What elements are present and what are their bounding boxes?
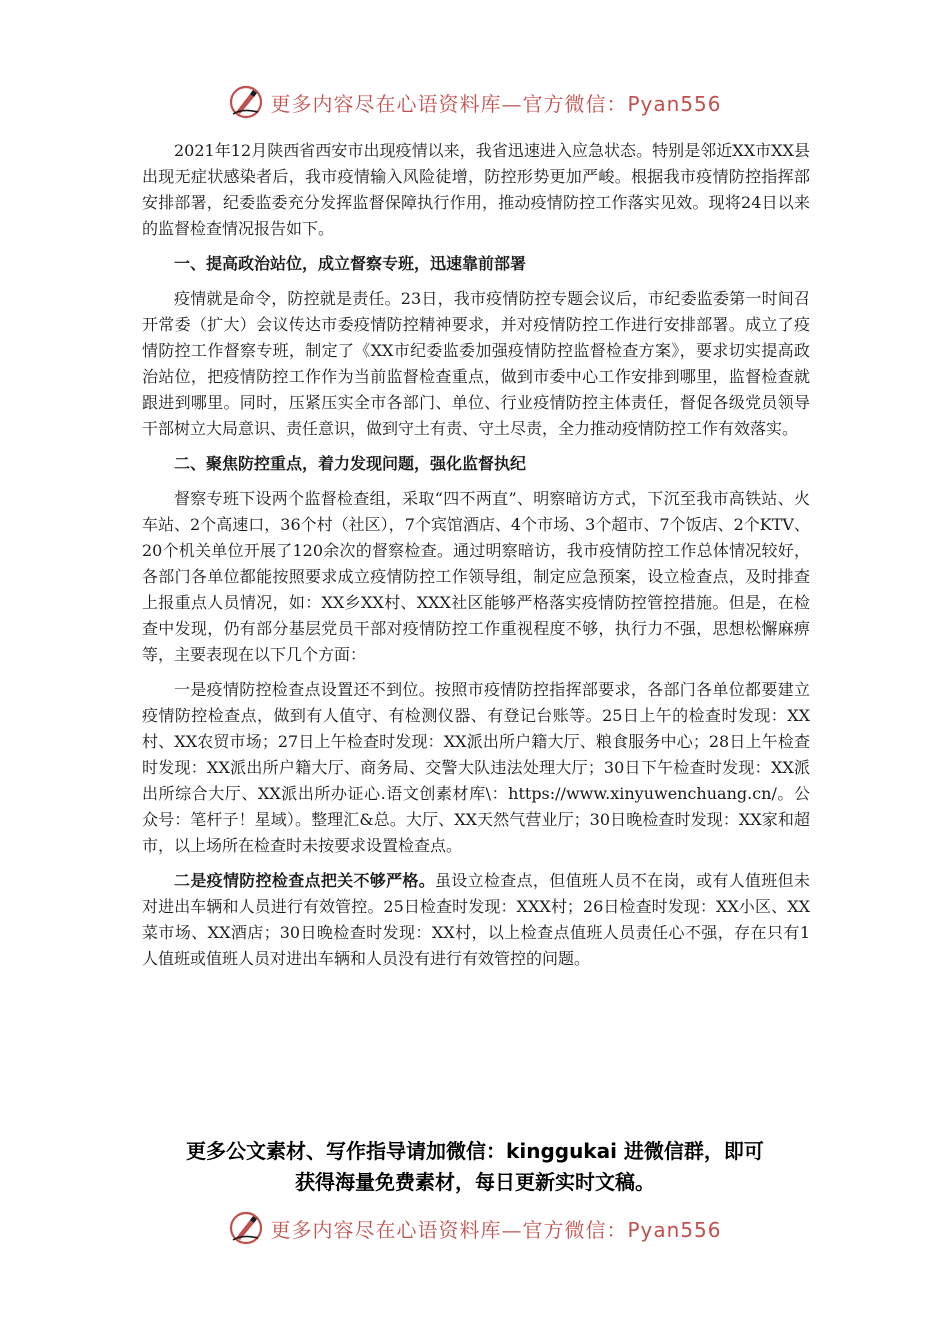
footer-brand xyxy=(0,1206,950,1250)
issue2-paragraph xyxy=(142,868,810,972)
pen-logo-icon xyxy=(228,84,264,120)
footer-brand-text xyxy=(270,1214,721,1243)
footer-brand-wechat: Pyan556 xyxy=(627,1217,722,1242)
section1-paragraph: 疫情就是命令，防控就是责任。23日，我市疫情防控专题会议后，市纪委监委第一时间召开常委（扩大）会议传达市委疫情防控精神要求，并对疫情防控工作进行安排部署。成立了疫情防控工作督察专班，制定了《XX市纪委监委加强疫情防控监督检查方案》，要求切实提高政治站位，把疫情防控工作作为当前监督检查重点，做到市委中心工作安排到哪里，监督检查就跟进到哪里。同时，压紧压实全市各部门、单位、行业疫情防控主体责任，督促各级党员领导干部树立大局意识、责任意识，做到守土有责、守土尽责，全力推动疫情防控工作有效落实。 xyxy=(142,289,810,438)
pen-logo-icon xyxy=(228,1210,264,1246)
promo-line-2: 获得海量免费素材，每日更新实时文稿。 xyxy=(295,1170,655,1194)
header-brand-text xyxy=(270,88,721,117)
document-body xyxy=(142,138,810,972)
section2-paragraph: 督察专班下设两个监督检查组，采取“四不两直”、明察暗访方式，下沉至我市高铁站、火车站、2个高速口，36个村（社区），7个宾馆酒店、4个市场、3个超市、7个饭店、2个KTV、20个机关单位开展了120余次的督察检查。通过明察暗访，我市疫情防控工作总体情况较好，各部门各单位都能按照要求成立疫情防控工作领导组，制定应急预案，设立检查点，及时排查上报重点人员情况，如：XX乡XX村、XXX社区能够严格落实疫情防控管控措施。但是，在检查中发现，仍有部分基层党员干部对疫情防控工作重视程度不够，执行力不强，思想松懈麻痹等，主要表现在以下几个方面： xyxy=(142,489,810,664)
header-brand-wechat: Pyan556 xyxy=(627,91,722,116)
header-brand xyxy=(0,80,950,124)
header-brand-slogan: 更多内容尽在心语资料库—官方微信： xyxy=(270,91,628,116)
promo-block xyxy=(130,1136,820,1198)
issue1-paragraph: 一是疫情防控检查点设置还不到位。按照市疫情防控指挥部要求，各部门各单位都要建立疫情防控检查点，做到有人值守、有检测仪器、有登记台账等。25日上午的检查时发现：XX村、XX农贸市场；27日上午检查时发现：XX派出所户籍大厅、粮食服务中心；28日上午检查时发现：XX派出所户籍大厅、商务局、交警大队违法处理大厅；30日下午检查时发现：XX派出所综合大厅、XX派出所办证心.语文创素材库\：https://www.xinyuwenchuang.cn/。公众号：笔杆子！星域）。整理汇&总。大厅、XX天然气营业厅；30日晚检查时发现：XX家和超市，以上场所在检查时未按要求设置检查点。 xyxy=(142,680,810,855)
intro-paragraph: 2021年12月陕西省西安市出现疫情以来，我省迅速进入应急状态。特别是邻近XX市XX县出现无症状感染者后，我市疫情输入风险徒增，防控形势更加严峻。根据我市疫情防控指挥部安排部署，纪委监委充分发挥监督保障执行作用，推动疫情防控工作落实见效。现将24日以来的监督检查情况报告如下。 xyxy=(142,141,810,238)
footer-brand-slogan: 更多内容尽在心语资料库—官方微信： xyxy=(270,1217,628,1242)
issue2-body: 虽设立检查点，但值班人员不在岗，或有人值班但未对进出车辆和人员进行有效管控。25日检查时发现：XXX村；26日检查时发现：XX小区、XX菜市场、XX酒店；30日晚检查时发现：XX村，以上检查点值班人员责任心不强，存在只有1人值班或值班人员对进出车辆和人员没有进行有效管控的问题。 xyxy=(142,871,810,968)
issue2-lead: 二是疫情防控检查点把关不够严格。 xyxy=(174,871,436,890)
section-heading-1: 一、提高政治站位，成立督察专班，迅速靠前部署 xyxy=(174,254,527,273)
promo-line-1: 更多公文素材、写作指导请加微信：kinggukai 进微信群，即可 xyxy=(186,1139,764,1163)
section-heading-2: 二、聚焦防控重点，着力发现问题，强化监督执纪 xyxy=(174,454,527,473)
